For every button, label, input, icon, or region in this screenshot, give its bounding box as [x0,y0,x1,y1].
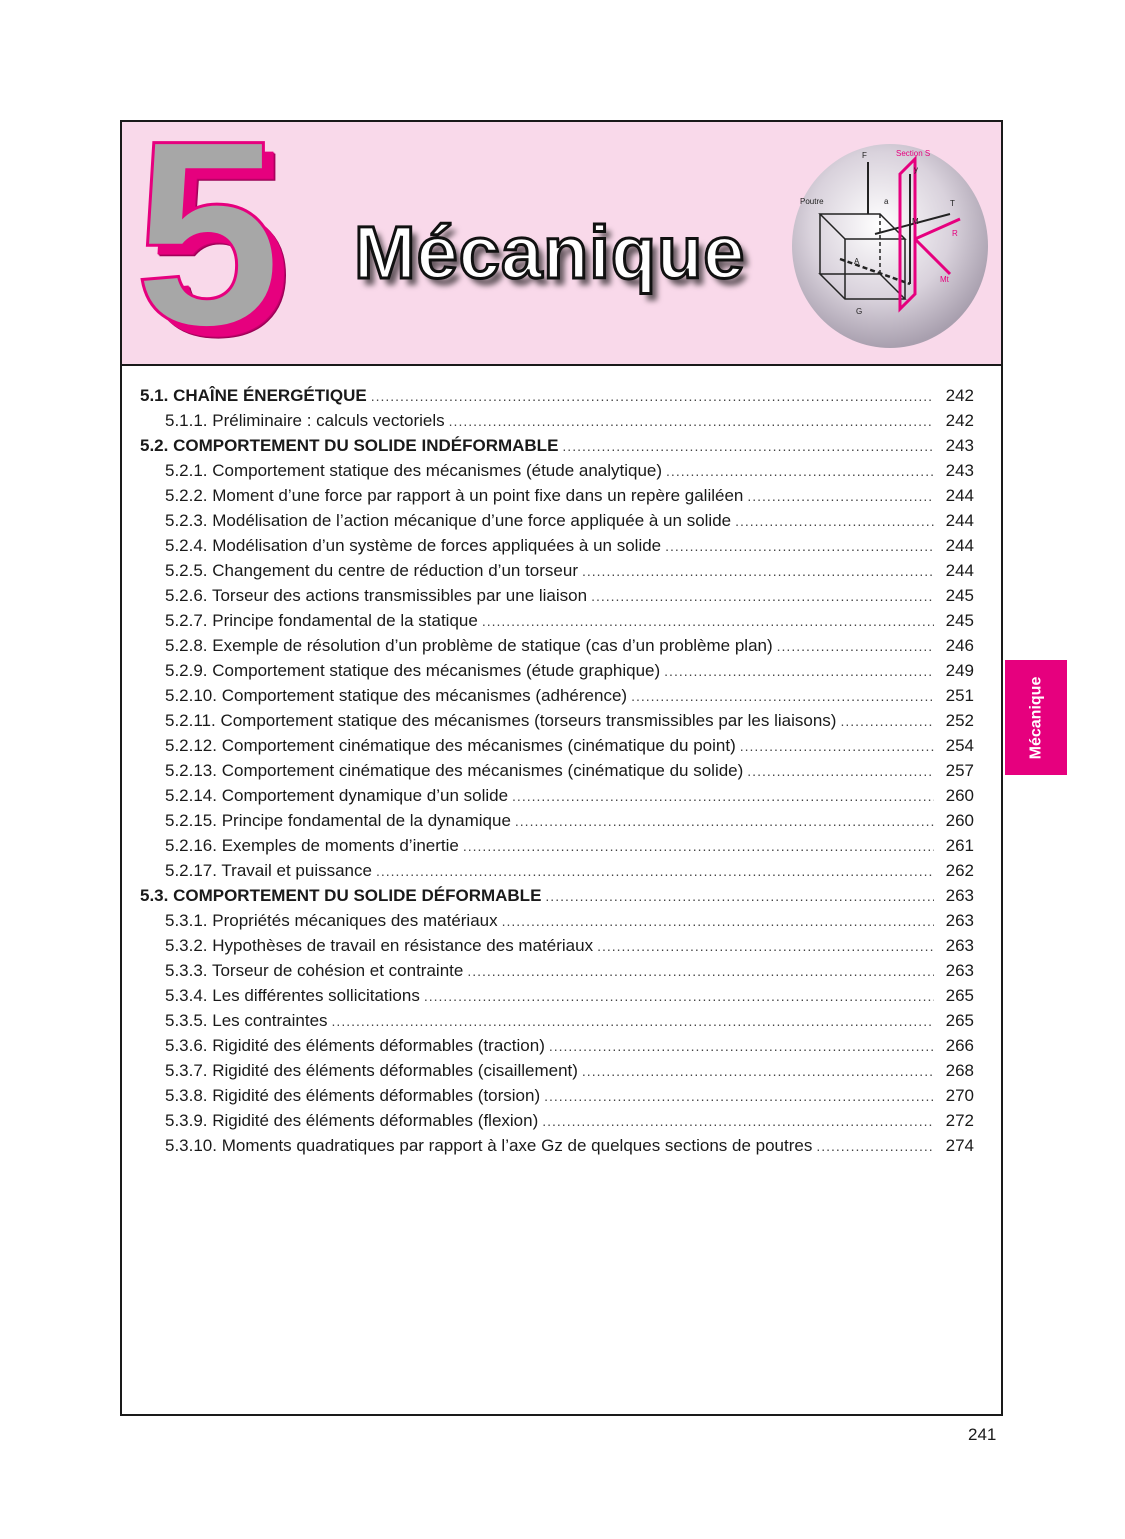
toc-dot-leader [735,513,934,529]
svg-text:R: R [952,229,958,238]
toc-entry-label: 5.3.6. Rigidité des éléments déformables (traction) [165,1036,545,1055]
toc-entry-page: 242 [945,386,974,405]
toc-entry-label: 5.2.6. Torseur des actions transmissibles par une liaison [165,586,588,605]
toc-entry-label: 5.2. COMPORTEMENT DU SOLIDE INDÉFORMABLE [140,436,559,455]
toc-dot-leader [747,488,934,504]
toc-dot-leader [591,588,934,604]
toc-entry [140,1086,974,1111]
svg-text:Section S: Section S [896,149,931,158]
toc-entry [140,611,974,636]
toc-entry-page: 245 [945,611,974,630]
toc-dot-leader [376,863,934,879]
toc-entry-page: 245 [945,586,974,605]
toc-dot-leader [747,763,934,779]
toc-dot-leader [740,738,934,754]
toc-dot-leader [664,663,934,679]
toc-dot-leader [482,613,934,629]
toc-entry-label: 5.2.7. Principe fondamental de la statique [165,611,478,630]
toc-entry-label: 5.2.8. Exemple de résolution d’un problème de statique (cas d’un problème plan) [165,636,773,655]
table-of-contents [140,386,974,1161]
toc-entry [140,736,974,761]
toc-dot-leader [463,838,934,854]
toc-entry [140,1061,974,1086]
toc-entry [140,886,974,911]
chapter-header [122,86,1001,382]
toc-entry-page: 242 [945,411,974,430]
toc-dot-leader [631,688,934,704]
toc-entry-page: 244 [945,486,974,505]
chapter-side-tab [1005,660,1067,775]
toc-entry-page: 263 [945,886,974,905]
toc-entry-label: 5.2.4. Modélisation d’un système de forces appliquées à un solide [165,536,662,555]
toc-entry [140,386,974,411]
toc-entry-page: 243 [945,461,974,480]
toc-entry-label: 5.2.11. Comportement statique des mécanismes (torseurs transmissibles par les liaisons) [165,711,837,730]
toc-entry [140,711,974,736]
toc-dot-leader [371,388,934,404]
page-number: 241 [968,1425,997,1444]
toc-entry [140,586,974,611]
toc-entry-label: 5.2.5. Changement du centre de réduction d’un torseur [165,561,578,580]
toc-entry [140,911,974,936]
toc-entry-page: 270 [945,1086,974,1105]
toc-entry-label: 5.3.5. Les contraintes [165,1011,328,1030]
toc-dot-leader [665,538,934,554]
toc-entry-page: 257 [945,761,974,780]
toc-entry-label: 5.2.15. Principe fondamental de la dynamique [165,811,511,830]
chapter-number: 5 [134,86,282,382]
toc-entry-label: 5.3.9. Rigidité des éléments déformables (flexion) [165,1111,539,1130]
toc-entry-label: 5.2.13. Comportement cinématique des mécanismes (cinématique du solide) [165,761,744,780]
toc-entry-page: 260 [945,811,974,830]
toc-entry [140,1136,974,1161]
toc-entry-label: 5.2.2. Moment d’une force par rapport à un point fixe dans un repère galiléen [165,486,744,505]
toc-entry-label: 5.2.14. Comportement dynamique d’un solide [165,786,509,805]
toc-entry-label: 5.3.10. Moments quadratiques par rapport à l’axe Gz de quelques sections de poutres [165,1136,813,1155]
toc-entry [140,511,974,536]
chapter-frame [120,86,1003,1416]
toc-entry-label: 5.3.2. Hypothèses de travail en résistance des matériaux [165,936,594,955]
toc-entry-page: 244 [945,561,974,580]
toc-entry-label: 5.3.8. Rigidité des éléments déformables (torsion) [165,1086,541,1105]
toc-dot-leader [777,638,934,654]
toc-entry [140,661,974,686]
toc-dot-leader [562,438,934,454]
toc-entry-label: 5.2.10. Comportement statique des mécanismes (adhérence) [165,686,628,705]
toc-entry-page: 261 [945,836,974,855]
toc-dot-leader [582,563,934,579]
toc-dot-leader [515,813,934,829]
toc-entry-label: 5.3.7. Rigidité des éléments déformables (cisaillement) [165,1061,578,1080]
toc-entry-page: 251 [945,686,974,705]
svg-text:Mt: Mt [940,275,949,284]
toc-dot-leader [502,913,934,929]
toc-entry [140,536,974,561]
toc-entry-label: 5.3.3. Torseur de cohésion et contrainte [165,961,464,980]
toc-entry-label: 5.3.4. Les différentes sollicitations [165,986,420,1005]
toc-entry [140,561,974,586]
toc-entry-page: 252 [945,711,974,730]
toc-entry [140,786,974,811]
toc-entry-page: 254 [945,736,974,755]
toc-dot-leader [542,1113,934,1129]
toc-dot-leader [544,1088,934,1104]
toc-entry-page: 265 [945,1011,974,1030]
toc-dot-leader [597,938,934,954]
toc-entry-label: 5.3. COMPORTEMENT DU SOLIDE DÉFORMABLE [140,886,542,905]
svg-text:a: a [884,197,889,206]
toc-entry-page: 263 [945,936,974,955]
svg-text:G: G [856,307,863,316]
toc-entry-label: 5.2.12. Comportement cinématique des mécanismes (cinématique du point) [165,736,736,755]
svg-text:M: M [912,217,919,226]
toc-entry-page: 268 [945,1061,974,1080]
toc-dot-leader [666,463,934,479]
toc-entry-page: 266 [945,1036,974,1055]
toc-dot-leader [582,1063,934,1079]
toc-entry-page: 249 [945,661,974,680]
toc-entry-page: 246 [945,636,974,655]
toc-entry-label: 5.2.3. Modélisation de l’action mécanique d’une force appliquée à un solide [165,511,732,530]
svg-text:y: y [914,165,918,174]
toc-entry-label: 5.1.1. Préliminaire : calculs vectoriels [165,411,445,430]
toc-entry [140,1036,974,1061]
toc-dot-leader [549,1038,934,1054]
toc-dot-leader [332,1013,934,1029]
toc-dot-leader [424,988,934,1004]
toc-entry-page: 262 [945,861,974,880]
toc-entry [140,761,974,786]
toc-dot-leader [545,888,934,904]
toc-entry-page: 272 [945,1111,974,1130]
chapter-title: Mécanique [354,211,746,294]
svg-text:T: T [950,199,955,208]
toc-entry [140,636,974,661]
toc-entry-page: 243 [945,436,974,455]
toc-entry [140,411,974,436]
toc-dot-leader [449,413,934,429]
svg-text:Poutre: Poutre [800,197,824,206]
toc-entry [140,686,974,711]
toc-entry [140,961,974,986]
toc-entry-label: 5.2.9. Comportement statique des mécanismes (étude graphique) [165,661,661,680]
toc-entry [140,836,974,861]
toc-entry [140,1111,974,1136]
toc-dot-leader [840,713,934,729]
svg-text:F: F [862,151,867,160]
toc-entry [140,861,974,886]
toc-entry-page: 244 [945,511,974,530]
svg-text:A: A [854,257,860,266]
toc-entry-page: 263 [945,911,974,930]
toc-entry-label: 5.2.1. Comportement statique des mécanismes (étude analytique) [165,461,663,480]
toc-entry [140,986,974,1011]
toc-entry [140,436,974,461]
toc-entry-label: 5.2.17. Travail et puissance [165,861,372,880]
toc-entry-page: 260 [945,786,974,805]
toc-entry-page: 274 [945,1136,974,1155]
toc-entry-page: 265 [945,986,974,1005]
toc-entry-label: 5.2.16. Exemples de moments d’inertie [165,836,459,855]
toc-entry-label: 5.1. CHAÎNE ÉNERGÉTIQUE [140,386,367,405]
toc-entry [140,936,974,961]
toc-entry-label: 5.3.1. Propriétés mécaniques des matériaux [165,911,498,930]
toc-dot-leader [467,963,934,979]
toc-entry [140,1011,974,1036]
toc-entry [140,486,974,511]
beam-illustration [790,144,988,348]
toc-dot-leader [816,1138,934,1154]
toc-entry-page: 244 [945,536,974,555]
toc-entry-page: 263 [945,961,974,980]
toc-entry [140,811,974,836]
toc-entry [140,461,974,486]
side-tab-label: Mécanique [1027,676,1044,759]
toc-dot-leader [512,788,934,804]
